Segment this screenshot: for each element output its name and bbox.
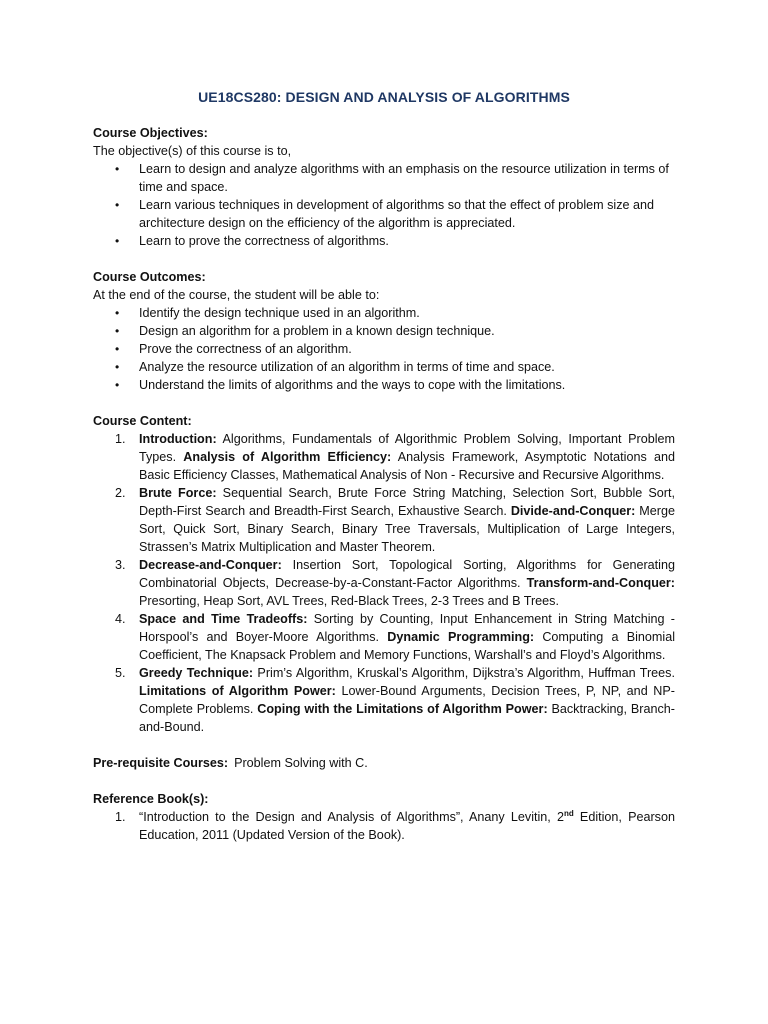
content-item [115,610,675,664]
topic-text: Backtracking, Branch-and-Bound. [139,702,675,734]
content-section [93,412,675,736]
objective-item: • Learn various techniques in development of algorithms so that the effect of problem size and architecture design on the efficiency of the algorithm is appreciated. [139,196,675,232]
topic-heading: Limitations of Algorithm Power: [139,684,336,698]
topic-text: Algorithms, Fundamentals of Algorithmic Problem Solving, Important Problem Types. [139,432,675,464]
references-section [93,790,675,844]
item-number: 5. [115,666,126,680]
prerequisite-heading: Pre-requisite Courses: [93,756,229,770]
topic-heading: Transform-and-Conquer: [526,576,675,590]
outcome-item: • Design an algorithm for a problem in a known design technique. [139,322,675,340]
content-item [115,556,675,610]
content-list [93,430,675,736]
objectives-intro: The objective(s) of this course is to, [93,144,292,158]
item-number: 1. [115,432,126,446]
topic-heading: Brute Force: [139,486,217,500]
prerequisite-text: Problem Solving with C. [234,756,368,770]
content-item [115,430,675,484]
topic-text: Analysis Framework, Asymptotic Notations and Basic Efficiency Classes, Mathematical Analysis of Non - Recursive and Recursive Algorithms. [139,450,675,482]
topic-heading: Greedy Technique: [139,666,254,680]
reference-text: “Introduction to the Design and Analysis of Algorithms”, Anany Levitin, 2 [139,810,564,824]
topic-text: Sorting by Counting, Input Enhancement in String Matching - Horspool’s and Boyer-Moore Algorithms. [139,612,675,644]
outcomes-section [93,268,675,394]
item-number: 1. [115,810,126,824]
topic-text: Presorting, Heap Sort, AVL Trees, Red-Black Trees, 2-3 Trees and B Trees. [139,594,559,608]
outcomes-list [93,304,675,394]
outcome-item: • Understand the limits of algorithms and the ways to cope with the limitations. [139,376,675,394]
topic-heading: Space and Time Tradeoffs: [139,612,308,626]
topic-heading: Divide-and-Conquer: [510,504,636,518]
topic-heading: Introduction: [139,432,217,446]
objective-item: • Learn to prove the correctness of algorithms. [139,232,675,250]
item-number: 4. [115,612,126,626]
topic-heading: Decrease-and-Conquer: [139,558,282,572]
document-page [93,88,675,862]
objectives-list [93,160,675,250]
topic-text: Insertion Sort, Topological Sorting, Algorithms for Generating Combinatorial Objects, Decrease-by-a-Constant-Factor Algorithms. [139,558,675,590]
reference-text: Edition, Pearson Education, 2011 (Updated Version of the Book). [139,810,675,842]
objectives-heading: Course Objectives: [93,126,208,140]
reference-item [115,808,675,844]
outcome-item: • Identify the design technique used in an algorithm. [139,304,675,322]
references-list [93,808,675,844]
topic-text: Computing a Binomial Coefficient, The Knapsack Problem and Memory Functions, Warshall’s and Floyd’s Algorithms. [139,630,675,662]
item-number: 3. [115,558,126,572]
item-number: 2. [115,486,126,500]
outcomes-heading: Course Outcomes: [93,270,206,284]
topic-text: Sequential Search, Brute Force String Matching, Selection Sort, Bubble Sort, Depth-First Search and Breadth-First Search, Exhaustive Search. [139,486,675,518]
page-title: UE18CS280: DESIGN AND ANALYSIS OF ALGORITHMS [198,89,570,105]
topic-text: Merge Sort, Quick Sort, Binary Search, Binary Tree Traversals, Multiplication of Large Integers, Strassen’s Matrix Multiplication and Master Theorem. [139,504,675,554]
references-heading: Reference Book(s): [93,792,209,806]
topic-heading: Dynamic Programming: [387,630,535,644]
content-heading: Course Content: [93,414,192,428]
objective-item: • Learn to design and analyze algorithms with an emphasis on the resource utilization in terms of time and space. [139,160,675,196]
topic-text: Prim’s Algorithm, Kruskal’s Algorithm, Dijkstra’s Algorithm, Huffman Trees. [253,666,675,680]
content-item [115,484,675,556]
prerequisite-section [93,754,675,772]
outcomes-intro: At the end of the course, the student will be able to: [93,288,380,302]
content-item [115,664,675,736]
topic-text: Lower-Bound Arguments, Decision Trees, P, NP, and NP-Complete Problems. [139,684,675,716]
objectives-section [93,124,675,250]
outcome-item: • Prove the correctness of an algorithm. [139,340,675,358]
reference-superscript: nd [563,808,574,818]
outcome-item: • Analyze the resource utilization of an algorithm in terms of time and space. [139,358,675,376]
topic-heading: Coping with the Limitations of Algorithm Power: [257,702,548,716]
topic-heading: Analysis of Algorithm Efficiency: [183,450,392,464]
